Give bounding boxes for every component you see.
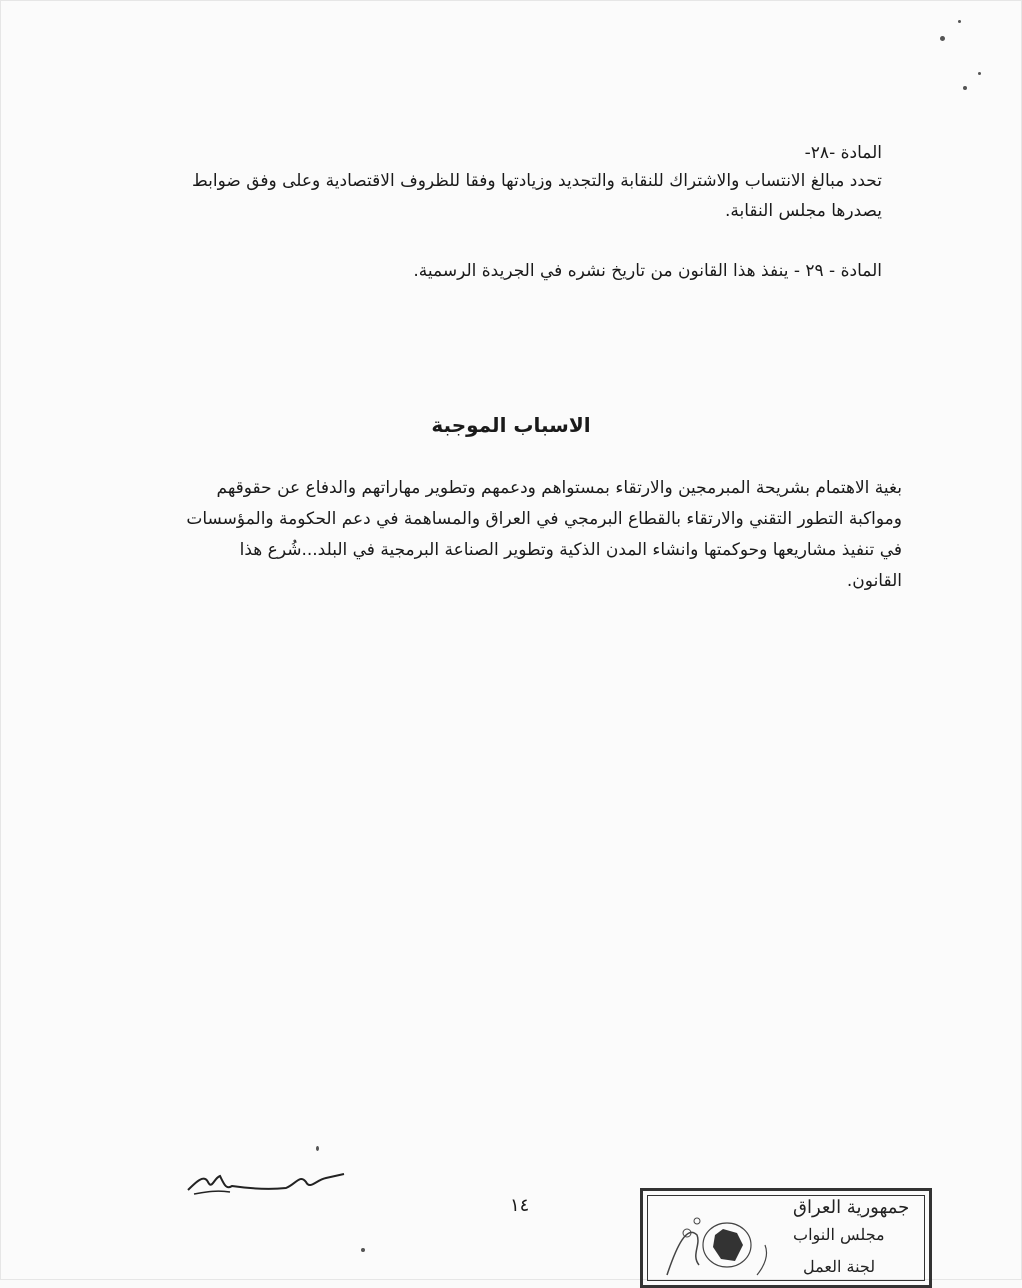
article-28-heading: المادة -٢٨- [804, 143, 882, 163]
scan-speck [316, 1146, 319, 1151]
handwritten-signature [186, 1160, 346, 1200]
seal-parliament-text: مجلس النواب [793, 1225, 885, 1244]
justifying-reasons-line-1: بغية الاهتمام بشريحة المبرمجين والارتقاء بمستواهم ودعمهم وتطوير مهاراتهم والدفاع عن حقوقهم [216, 478, 902, 498]
scan-speck [963, 86, 967, 90]
justifying-reasons-line-3: في تنفيذ مشاريعها وحوكمتها وانشاء المدن الذكية وتطوير الصناعة البرمجية في البلد...شُرع هذا [239, 540, 902, 560]
justifying-reasons-line-4: القانون. [846, 571, 902, 591]
scan-speck [958, 20, 961, 23]
justifying-reasons-heading: الاسباب الموجبة [431, 413, 591, 437]
justifying-reasons-line-2: ومواكبة التطور التقني والارتقاء بالقطاع البرمجي في العراق والمساهمة في دعم الحكومة والمؤسسات [186, 509, 902, 529]
scan-speck [940, 36, 945, 41]
scan-speck [361, 1248, 365, 1252]
page-number: ١٤ [510, 1195, 530, 1216]
article-28-text-line-2: يصدرها مجلس النقابة. [724, 201, 882, 221]
article-28-text-line-1: تحدد مبالغ الانتساب والاشتراك للنقابة والتجديد وزيادتها وفقا للظروف الاقتصادية وعلى وفق ضوابط [191, 171, 882, 191]
iraq-emblem-icon [657, 1205, 777, 1285]
seal-committee-text: لجنة العمل [803, 1257, 876, 1276]
article-29-text: المادة - ٢٩ - ينفذ هذا القانون من تاريخ نشره في الجريدة الرسمية. [413, 261, 882, 281]
scan-speck [978, 72, 981, 75]
parliament-seal [640, 1188, 932, 1288]
seal-republic-text: جمهورية العراق [793, 1197, 910, 1218]
